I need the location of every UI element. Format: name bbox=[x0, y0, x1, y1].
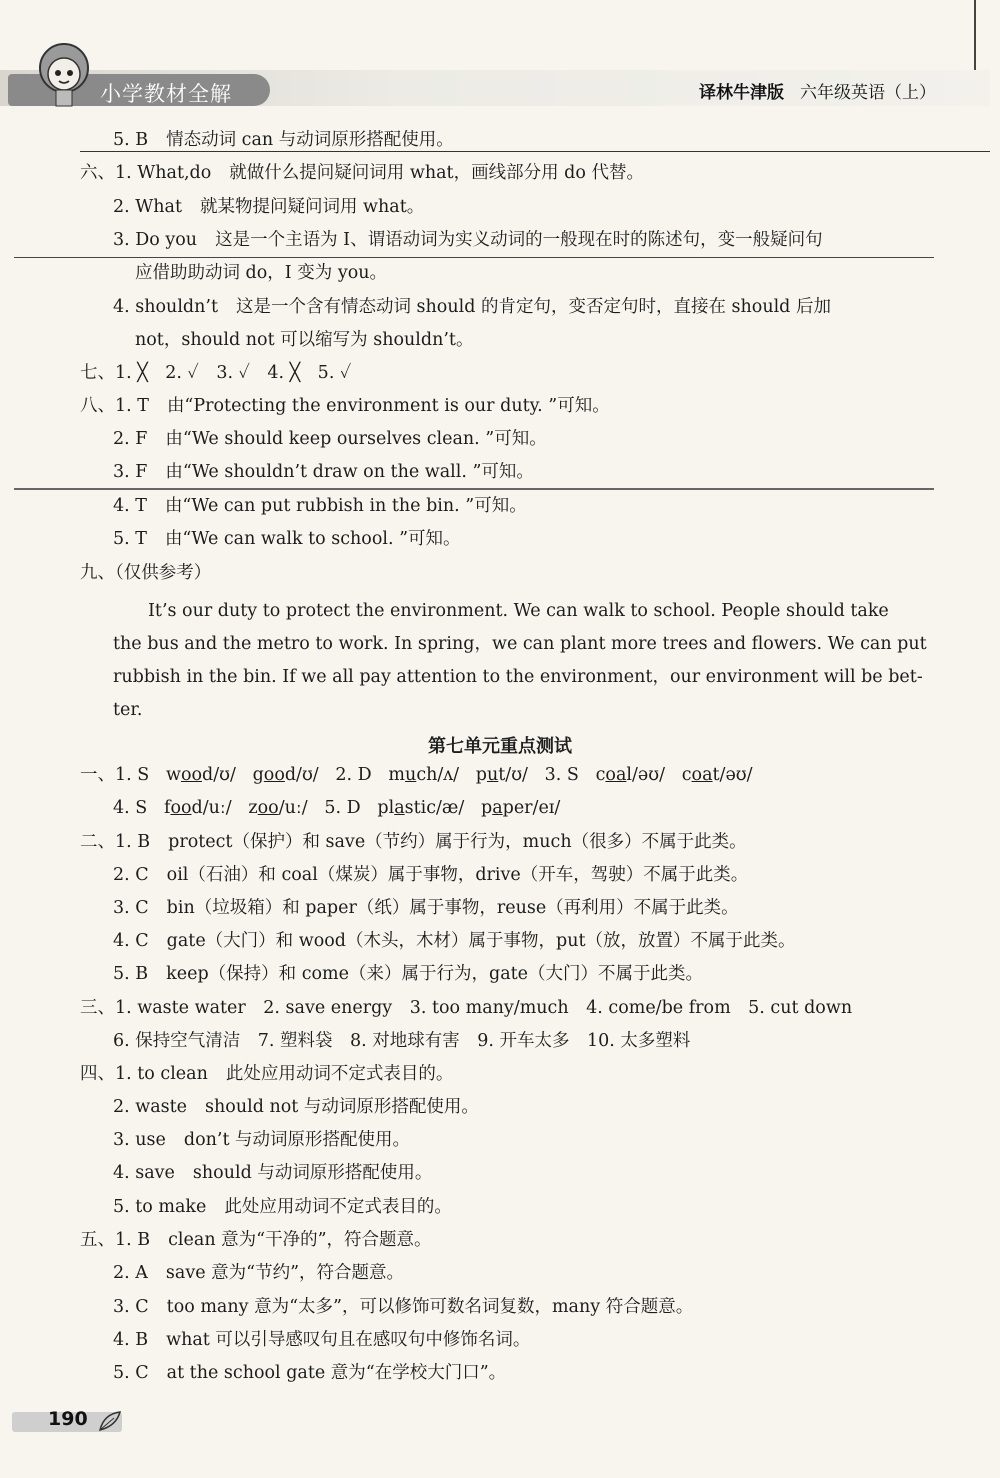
answer-line: 八、1. T 由“Protecting the environment is our duty. ”可知。 bbox=[80, 396, 610, 416]
answer-line: 3. use don’t 与动词原形搭配使用。 bbox=[113, 1130, 411, 1150]
page-edge-mark bbox=[974, 0, 976, 75]
section-label: 六、 bbox=[80, 163, 115, 183]
answer-line bbox=[80, 362, 351, 384]
answer-line: 3. C bin（垃圾箱）和 paper（纸）属于事物，reuse（再利用）不属于此类。 bbox=[113, 898, 739, 918]
answer-line: 2. waste should not 与动词原形搭配使用。 bbox=[113, 1097, 479, 1117]
answer-line: 4. C gate（大门）和 wood（木头，木材）属于事物，put（放，放置）不属于此类。 bbox=[113, 931, 796, 951]
section-label: 四、 bbox=[80, 1064, 115, 1084]
answer-line: 2. F 由“We should keep ourselves clean. ”可知。 bbox=[113, 429, 547, 449]
answer-line: 六、1. What,do 就做什么提问疑问词用 what，画线部分用 do 代替。 bbox=[80, 163, 644, 183]
answer-line: 3. F 由“We shouldn’t draw on the wall. ”可知。 bbox=[113, 462, 534, 482]
section-label: 八、 bbox=[80, 396, 115, 416]
answer-line: 四、1. to clean 此处应用动词不定式表目的。 bbox=[80, 1064, 454, 1084]
answer-line: 五、1. B clean 意为“干净的”，符合题意。 bbox=[80, 1230, 432, 1250]
answer-line: 5. B keep（保持）和 come（来）属于行为，gate（大门）不属于此类。 bbox=[113, 964, 704, 984]
section-label: 五、 bbox=[80, 1230, 115, 1250]
answer-line: 5. B 情态动词 can 与动词原形搭配使用。 bbox=[113, 130, 454, 150]
answer-line: 6. 保持空气清洁 7. 塑料袋 8. 对地球有害 9. 开车太多 10. 太多塑料 bbox=[113, 1031, 691, 1051]
answer-line: 3. Do you 这是一个主语为 I、谓语动词为实义动词的一般现在时的陈述句，变一般疑问句 bbox=[113, 230, 823, 250]
answer-line: 4. B what 可以引导感叹句且在感叹句中修饰名词。 bbox=[113, 1330, 531, 1350]
answer-line: 5. T 由“We can walk to school. ”可知。 bbox=[113, 529, 461, 549]
answer-line: 3. C too many 意为“太多”，可以修饰可数名词复数，many 符合题意。 bbox=[113, 1297, 694, 1317]
tick-cross-answers: 1. ╳ 2. ✓ 3. ✓ 4. ╳ 5. ✓ bbox=[115, 363, 352, 383]
unit-title: 第七单元重点测试 bbox=[428, 736, 572, 757]
header-edition bbox=[699, 78, 936, 103]
section-label: 二、 bbox=[80, 832, 115, 852]
answer-line: 5. C at the school gate 意为“在学校大门口”。 bbox=[113, 1363, 507, 1383]
book-series-title: 小学教材全解 bbox=[100, 82, 232, 106]
section-label: 三、 bbox=[80, 998, 115, 1018]
reference-essay: It’s our duty to protect the environment. We can walk to school. People should take the bus and the metro to work. In spring，we can plant more trees and flowers. We can put rubbish in the bin. If we all pay attention to the environment，our environment will be bet- ter. bbox=[113, 601, 927, 720]
answer-line: 二、1. B protect（保护）和 save（节约）属于行为，much（很多）不属于此类。 bbox=[80, 832, 747, 852]
grade-subject-label: 六年级英语（上） bbox=[800, 83, 936, 103]
answer-line: 2. C oil（石油）和 coal（煤炭）属于事物，drive（开车，驾驶）不属于此类。 bbox=[113, 865, 749, 885]
answer-line: 4. shouldn’t 这是一个含有情态动词 should 的肯定句，变否定句时，直接在 should 后加 bbox=[113, 297, 831, 317]
answer-continuation: not，should not 可以缩写为 shouldn’t。 bbox=[135, 330, 474, 350]
answer-line: 5. to make 此处应用动词不定式表目的。 bbox=[113, 1197, 452, 1217]
page-number: 190 bbox=[48, 1408, 88, 1430]
phonics-row: 4. S food/uː/ zoo/uː/ 5. D plastic/æ/ paper/eɪ/ bbox=[113, 798, 561, 818]
answer-line: 2. A save 意为“节约”，符合题意。 bbox=[113, 1263, 405, 1283]
phonics-row: 一、1. S wood/ʊ/ good/ʊ/ 2. D much/ʌ/ put/ʊ/ 3. S coal/əʊ/ coat/əʊ/ bbox=[80, 765, 753, 785]
divider bbox=[14, 257, 934, 258]
answer-line: 4. save should 与动词原形搭配使用。 bbox=[113, 1163, 433, 1183]
divider bbox=[80, 151, 990, 152]
section-label: 七、 bbox=[80, 363, 115, 383]
mascot-girl-icon bbox=[32, 42, 96, 112]
leaf-icon bbox=[98, 1410, 122, 1432]
section-label: 九、（仅供参考） bbox=[80, 563, 212, 583]
answer-continuation: 应借助助动词 do，I 变为 you。 bbox=[135, 263, 388, 283]
answer-line: 4. T 由“We can put rubbish in the bin. ”可知。 bbox=[113, 496, 527, 516]
edition-label: 译林牛津版 bbox=[699, 83, 784, 103]
answer-line: 2. What 就某物提问疑问词用 what。 bbox=[113, 197, 425, 217]
answer-line: 三、1. waste water 2. save energy 3. too many/much 4. come/be from 5. cut down bbox=[80, 998, 853, 1018]
divider bbox=[14, 488, 934, 490]
